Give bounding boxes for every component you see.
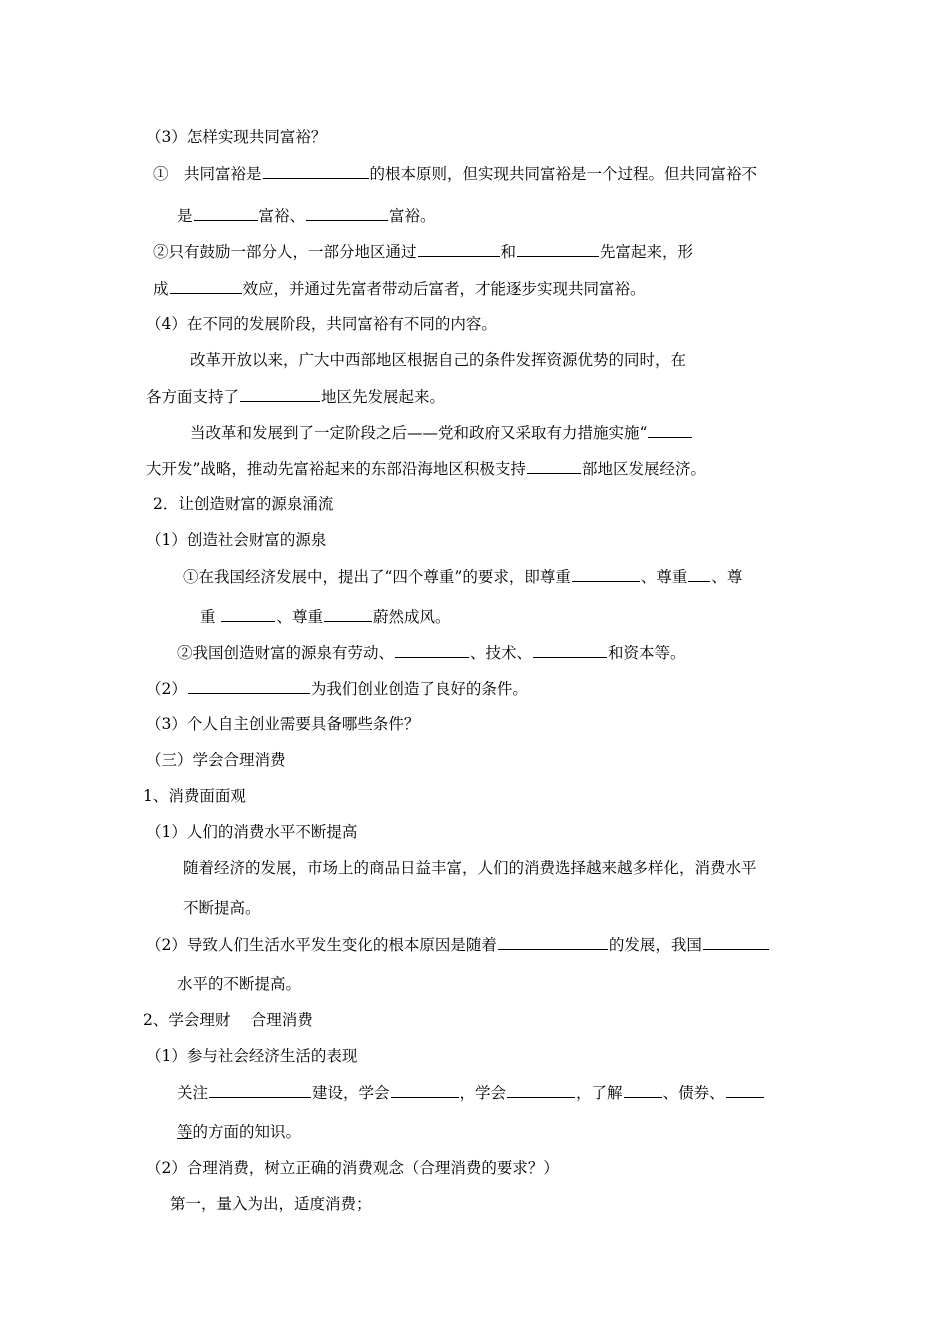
paragraph-8: 随着经济的发展，市场上的商品日益丰富，人们的消费选择越来越多样化，消费水平 [183, 859, 757, 877]
heading-2-wealth-source: 2．让创造财富的源泉涌流 [153, 495, 334, 513]
paragraph-2: ②只有鼓励一部分人，一部分地区通过 和 先富起来，形 [153, 243, 694, 261]
heading-1-consumption-level: （1）人们的消费水平不断提高 [146, 823, 358, 841]
fill-blank[interactable] [324, 606, 372, 622]
fill-blank[interactable] [306, 205, 388, 221]
fill-blank[interactable] [209, 1082, 311, 1098]
paragraph-5-cont: 重 、尊重 蔚然成风。 [200, 608, 451, 626]
fill-blank[interactable] [170, 278, 242, 294]
fill-blank[interactable] [527, 458, 581, 474]
paragraph-2-cont: 成 效应，并通过先富者带动后富者，才能逐步实现共同富裕。 [153, 280, 646, 298]
fill-blank[interactable] [572, 566, 640, 582]
fill-blank[interactable] [391, 1082, 459, 1098]
fill-blank[interactable] [240, 386, 320, 402]
fill-blank[interactable] [221, 606, 275, 622]
fill-blank[interactable] [498, 934, 608, 950]
fill-blank[interactable] [726, 1082, 764, 1098]
heading-1-social-wealth: （1）创造社会财富的源泉 [146, 531, 327, 549]
section-heading-consumption: （三）学会合理消费 [146, 751, 286, 769]
fill-blank[interactable] [648, 422, 692, 438]
heading-3-self-employment: （3）个人自主创业需要具备哪些条件？ [146, 715, 420, 733]
heading-4-stages: （4）在不同的发展阶段，共同富裕有不同的内容。 [146, 315, 497, 333]
fill-blank[interactable] [688, 566, 710, 582]
paragraph-1-cont: 是 富裕、 富裕。 [177, 207, 436, 225]
paragraph-1: ① 共同富裕是 的根本原则，但实现共同富裕是一个过程。但共同富裕不 [153, 165, 758, 183]
heading-financial-management: 2、学会理财 合理消费 [143, 1011, 313, 1029]
paragraph-3-cont: 各方面支持了 地区先发展起来。 [146, 388, 446, 406]
heading-3-how-to-achieve: （3）怎样实现共同富裕？ [146, 128, 327, 146]
paragraph-8-cont: 不断提高。 [183, 899, 261, 917]
fill-blank[interactable] [703, 934, 769, 950]
paragraph-10-cont: 等的方面的知识。 [177, 1123, 302, 1141]
fill-blank[interactable] [624, 1082, 662, 1098]
paragraph-9: （2）导致人们生活水平发生变化的根本原因是随着 的发展，我国 [146, 934, 770, 955]
paragraph-4: 当改革和发展到了一定阶段之后——党和政府又采取有力措施实施“ [190, 422, 693, 443]
heading-consumption-overview: 1、消费面面观 [143, 787, 246, 805]
paragraph-10: 关注 建设，学会 ，学会 ，了解 、债券、 [177, 1082, 765, 1103]
paragraph-7: （2） 为我们创业创造了良好的条件。 [146, 680, 528, 698]
paragraph-5: ①在我国经济发展中，提出了“四个尊重”的要求，即尊重 、尊重 、尊 [183, 568, 743, 586]
fill-blank[interactable] [263, 163, 369, 179]
paragraph-4-cont: 大开发”战略，推动先富裕起来的东部沿海地区积极支持 部地区发展经济。 [146, 460, 706, 478]
paragraph-3: 改革开放以来，广大中西部地区根据自己的条件发挥资源优势的同时，在 [190, 351, 687, 369]
fill-blank[interactable] [517, 241, 599, 257]
fill-blank[interactable] [533, 642, 607, 658]
paragraph-9-cont: 水平的不断提高。 [177, 975, 302, 993]
fill-blank[interactable] [194, 205, 258, 221]
paragraph-6: ②我国创造财富的源泉有劳动、 、技术、 和资本等。 [177, 644, 686, 662]
fill-blank[interactable] [507, 1082, 575, 1098]
paragraph-11: 第一，量入为出，适度消费； [170, 1195, 372, 1213]
heading-1-participation: （1）参与社会经济生活的表现 [146, 1047, 358, 1065]
fill-blank[interactable] [395, 642, 469, 658]
fill-blank[interactable] [188, 678, 310, 694]
heading-2-rational-consumption: （2）合理消费，树立正确的消费观念（合理消费的要求？） [146, 1159, 559, 1177]
fill-blank[interactable] [418, 241, 500, 257]
